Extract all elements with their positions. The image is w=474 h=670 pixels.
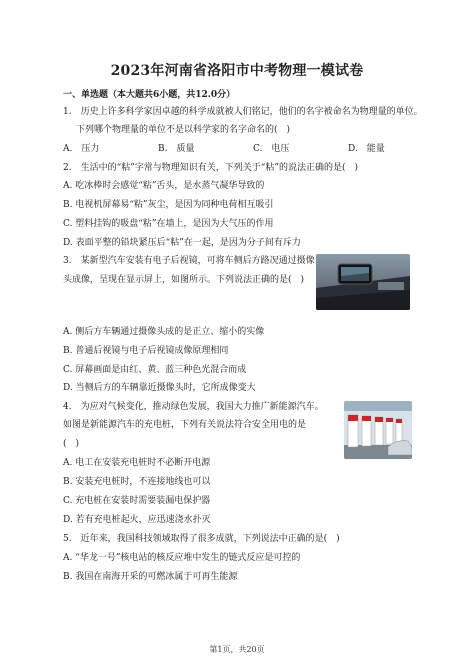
- exam-title: 2023年河南省洛阳市中考物理一模试卷: [110, 63, 364, 79]
- q5-option-a: A. “华龙一号”核电站的核反应堆中发生的链式反应是可控的: [63, 553, 301, 563]
- section-heading: 一、单选题（本大题共6小题，共12.0分）: [63, 90, 236, 100]
- q1-stem-line2: 下列哪个物理量的单位不是以科学家的名字命名的( ): [76, 125, 291, 135]
- q4-option-c: C. 充电桩在安装时需要装漏电保护器: [63, 496, 211, 506]
- q2-option-d: D. 表面平整的铅块紧压后“粘”在一起，是因为分子间有斥力: [63, 238, 301, 248]
- q1-option-a: A. 压力: [63, 144, 100, 154]
- q2-stem: 2. 生活中的“粘”字常与物理知识有关，下列关于“粘”的说法正确的是( ): [63, 163, 359, 173]
- q1-option-b: B. 质量: [158, 144, 195, 154]
- q4-stem-line3: ( ): [63, 439, 80, 449]
- car-mirror-illustration: [316, 254, 410, 310]
- electronic-mirror-photo: [316, 254, 410, 310]
- q2-option-c: C. 塑料挂钩的吸盘“粘”在墙上，是因为大气压的作用: [63, 219, 274, 229]
- page-footer: 第1页，共20页: [209, 645, 265, 654]
- q3-option-d: D. 当侧后方的车辆靠近摄像头时，它所成像变大: [63, 383, 256, 393]
- q3-stem-line2: 头成像，呈现在显示屏上，如图所示。下列说法正确的是( ): [63, 275, 305, 285]
- q4-option-b: B. 安装充电桩时，不连接地线也可以: [63, 477, 211, 487]
- q5-option-b: B. 我国在南海开采的可燃冰属于可再生能源: [63, 572, 238, 582]
- q5-stem: 5. 近年来，我国科技领域取得了很多成就，下列说法中正确的是( ): [63, 534, 340, 544]
- q3-stem-line1: 3. 某新型汽车安装有电子后视镜，可将车侧后方路况通过摄像: [63, 256, 315, 266]
- q3-option-c: C. 屏幕画面是由红、黄、蓝三种色光混合而成: [63, 365, 247, 375]
- q2-option-a: A. 吃冰棒时会感觉“粘”舌头，是水蒸气凝华导致的: [63, 181, 265, 191]
- q4-option-a: A. 电工在安装充电桩时不必断开电源: [63, 458, 211, 468]
- q1-option-c: C. 电压: [253, 144, 290, 154]
- q3-option-b: B. 普通后视镜与电子后视镜成像原理相同: [63, 346, 229, 356]
- q1-stem-line1: 1. 历史上许多科学家因卓越的科学成就被人们铭记，他们的名字被命名为物理量的单位。: [63, 107, 423, 117]
- q4-stem-line2: 如图是新能源汽车的充电桩，下列有关说法符合安全用电的是: [63, 420, 307, 430]
- q4-option-d: D. 若有充电桩起火，应迅速浇水扑灭: [63, 515, 211, 525]
- q4-stem-line1: 4. 为应对气候变化，推动绿色发展，我国大力推广新能源汽车。: [63, 402, 324, 412]
- charging-pile-illustration: [344, 401, 412, 459]
- q3-option-a: A. 侧后方车辆通过摄像头成的是正立、缩小的实像: [63, 327, 265, 337]
- charging-station-photo: [344, 401, 412, 459]
- q2-option-b: B. 电视机屏幕易“粘”灰尘，是因为同种电荷相互吸引: [63, 200, 274, 210]
- q1-option-d: D. 能量: [348, 144, 385, 154]
